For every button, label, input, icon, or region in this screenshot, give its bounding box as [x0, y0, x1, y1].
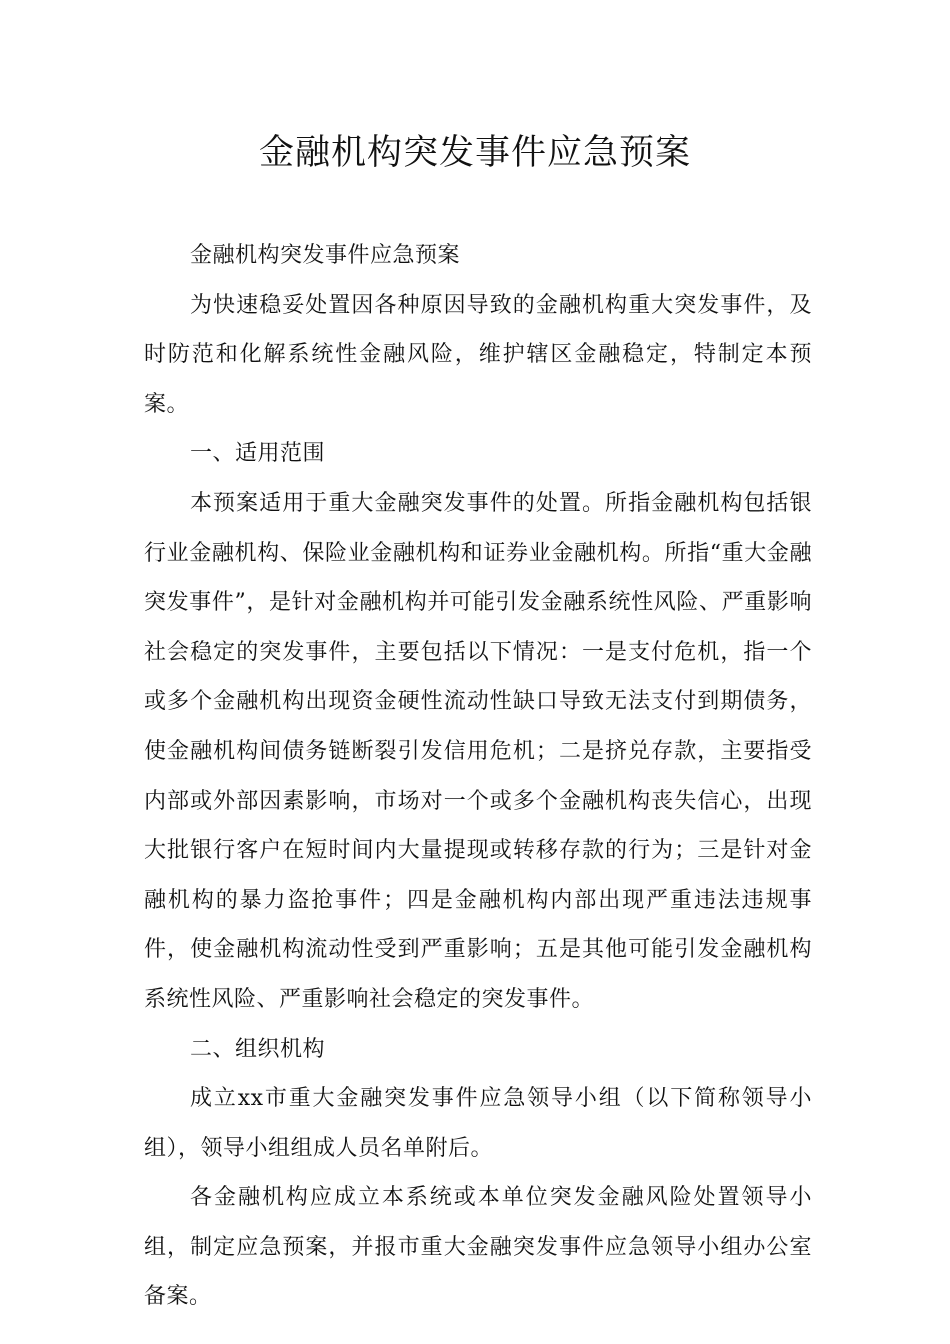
- section-heading-scope: 一、适用范围: [190, 441, 326, 467]
- paragraph-leading-group: 成立xx市重大金融突发事件应急领导小组（以下简称领导小组），领导小组组成人员名单附后。: [144, 1086, 812, 1161]
- section-heading-organization: 二、组织机构: [190, 1036, 326, 1062]
- document-body: [144, 231, 812, 1322]
- paragraph-intro: 为快速稳妥处置因各种原因导致的金融机构重大突发事件，及时防范和化解系统性金融风险，维护辖区金融稳定，特制定本预案。: [144, 292, 812, 417]
- paragraph-institution-groups: 各金融机构应成立本系统或本单位突发金融风险处置领导小组，制定应急预案，并报市重大金融突发事件应急领导小组办公室备案。: [144, 1185, 812, 1310]
- paragraph-scope: 本预案适用于重大金融突发事件的处置。所指金融机构包括银行业金融机构、保险业金融机构和证券业金融机构。所指“重大金融突发事件”，是针对金融机构并可能引发金融系统性风险、严重影响社会稳定的突发事件，主要包括以下情况：一是支付危机，指一个或多个金融机构出现资金硬性流动性缺口导致无法支付到期债务，使金融机构间债务链断裂引发信用危机；二是挤兑存款，主要指受内部或外部因素影响，市场对一个或多个金融机构丧失信心，出现大批银行客户在短时间内大量提现或转移存款的行为；三是针对金融机构的暴力盗抢事件；四是金融机构内部出现严重违法违规事件，使金融机构流动性受到严重影响；五是其他可能引发金融机构系统性风险、严重影响社会稳定的突发事件。: [144, 490, 812, 1012]
- document-title: 金融机构突发事件应急预案: [258, 133, 691, 173]
- paragraph-subtitle: 金融机构突发事件应急预案: [190, 243, 461, 268]
